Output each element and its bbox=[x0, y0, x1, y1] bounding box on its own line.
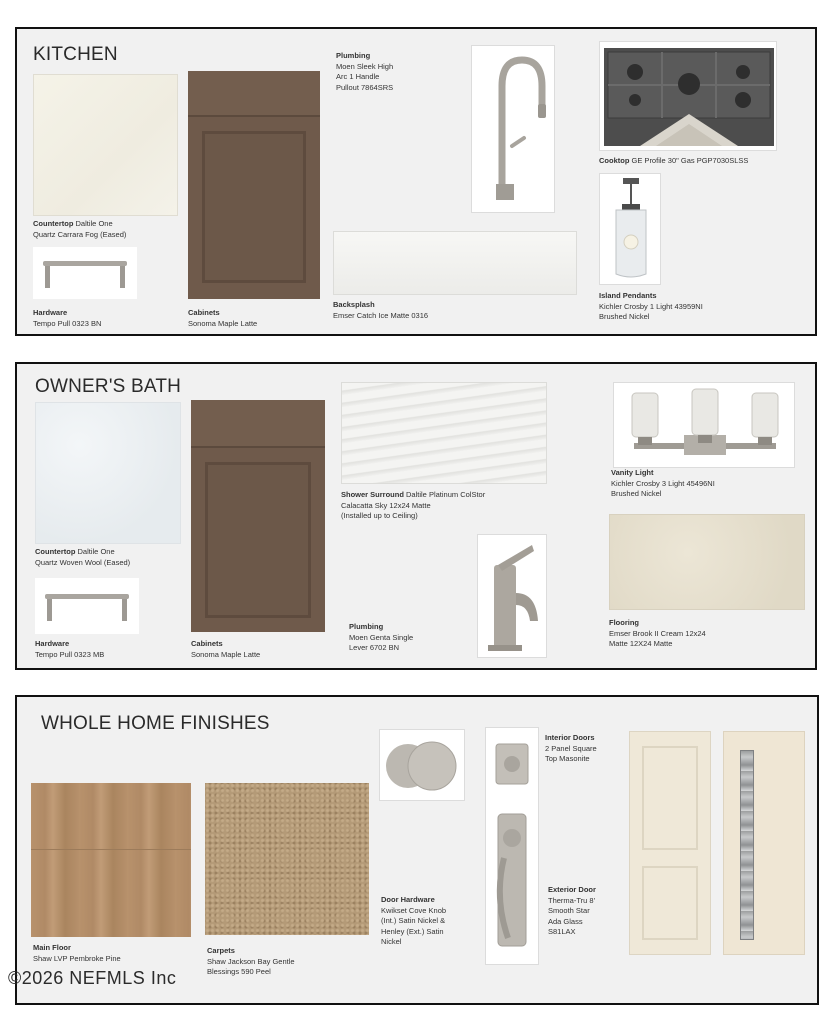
kitchen-countertop-label: Countertop Daltile One Quartz Carrara Fog (Eased) bbox=[33, 219, 127, 239]
bath-vanity-label: Vanity Light Kichler Crosby 3 Light 45496NI Brushed Nickel bbox=[611, 468, 715, 498]
handleset-image bbox=[485, 727, 539, 965]
bath-flooring-tile bbox=[609, 514, 805, 610]
cabinet-pull-icon bbox=[35, 578, 139, 634]
interior-door-image bbox=[629, 731, 711, 955]
bath-hardware-image bbox=[35, 578, 139, 634]
kitchen-cabinet-door bbox=[188, 71, 320, 299]
bath-shower-label: Shower Surround Daltile Platinum ColStor Calacatta Sky 12x24 Matte (Installed up to Ceiling) bbox=[341, 490, 486, 520]
kitchen-backsplash-label: Backsplash Emser Catch Ice Matte 0316 bbox=[333, 300, 429, 320]
gas-cooktop-icon bbox=[600, 42, 777, 151]
bath-cabinets-label: Cabinets Sonoma Maple Latte bbox=[191, 639, 261, 659]
kitchen-title: KITCHEN bbox=[33, 44, 118, 65]
bath-hardware-label: Hardware Tempo Pull 0323 MB bbox=[35, 639, 105, 659]
kitchen-cabinets-label: Cabinets Sonoma Maple Latte bbox=[188, 308, 258, 328]
bath-countertop-swatch bbox=[35, 402, 181, 544]
kitchen-hardware-image bbox=[33, 247, 137, 299]
bath-countertop-label: Countertop Daltile One Quartz Woven Wool (Eased) bbox=[35, 547, 131, 567]
whole-home-panel bbox=[15, 695, 819, 1005]
cabinet-pull-icon bbox=[33, 247, 137, 299]
kitchen-plumbing-label: Plumbing Moen Sleek High Arc 1 Handle Pullout 7864SRS bbox=[336, 51, 394, 92]
door-hardware-label: Door Hardware Kwikset Cove Knob (Int.) Satin Nickel & Henley (Ext.) Satin Nickel bbox=[381, 895, 447, 946]
owners-bath-panel bbox=[15, 362, 817, 670]
carpet-swatch bbox=[205, 783, 369, 935]
bath-faucet-image bbox=[477, 534, 547, 658]
door-knob-image bbox=[379, 729, 465, 801]
handleset-icon bbox=[486, 728, 539, 965]
kitchen-cooktop-label: Cooktop GE Profile 30" Gas PGP7030SLSS bbox=[599, 156, 749, 165]
bath-faucet-icon bbox=[478, 535, 547, 658]
exterior-door-image bbox=[723, 731, 805, 955]
exterior-door-label: Exterior Door Therma-Tru 8' Smooth Star Ada Glass S81LAX bbox=[548, 885, 596, 936]
kitchen-backsplash-tile bbox=[333, 231, 577, 295]
kitchen-faucet-image bbox=[471, 45, 555, 213]
carpets-label: Carpets Shaw Jackson Bay Gentle Blessings 590 Peel bbox=[207, 946, 295, 976]
whole-home-title: WHOLE HOME FINISHES bbox=[41, 713, 270, 734]
kitchen-countertop-swatch bbox=[33, 74, 178, 216]
owners-bath-title: OWNER'S BATH bbox=[35, 376, 182, 397]
interior-doors-label: Interior Doors 2 Panel Square Top Masonite bbox=[545, 733, 597, 763]
main-floor-label: Main Floor Shaw LVP Pembroke Pine bbox=[33, 943, 121, 963]
bath-shower-tile bbox=[341, 382, 547, 484]
bath-vanity-light-image bbox=[613, 382, 795, 468]
bath-plumbing-label: Plumbing Moen Genta Single Lever 6702 BN bbox=[349, 622, 414, 652]
kitchen-hardware-label: Hardware Tempo Pull 0323 BN bbox=[33, 308, 102, 328]
kitchen-panel bbox=[15, 27, 817, 336]
kitchen-cooktop-image bbox=[599, 41, 777, 151]
kitchen-faucet-icon bbox=[472, 46, 555, 213]
kitchen-pendants-label: Island Pendants Kichler Crosby 1 Light 43959NI Brushed Nickel bbox=[599, 291, 703, 321]
kitchen-pendant-image bbox=[599, 173, 661, 285]
door-knob-icon bbox=[380, 730, 465, 801]
bath-flooring-label: Flooring Emser Brook II Cream 12x24 Matte 12X24 Matte bbox=[609, 618, 706, 648]
bath-cabinet-door bbox=[191, 400, 325, 632]
pendant-light-icon bbox=[600, 174, 661, 285]
main-floor-swatch bbox=[31, 783, 191, 937]
vanity-light-icon bbox=[614, 383, 795, 468]
copyright-watermark: ©2026 NEFMLS Inc bbox=[8, 968, 177, 988]
